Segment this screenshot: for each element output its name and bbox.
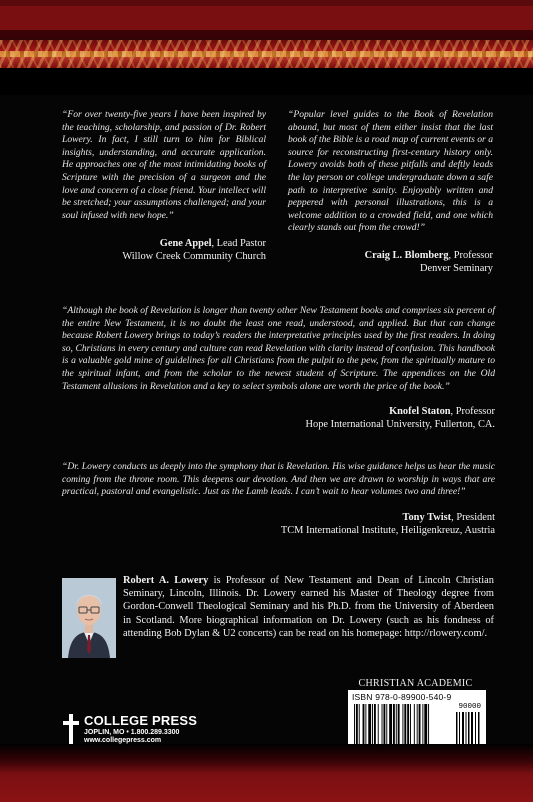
- endorser-organization: Denver Seminary: [420, 263, 493, 274]
- endorser-name: Knofel Staton: [389, 406, 451, 417]
- endorsement-quote-4: “Dr. Lowery conducts us deeply into the symphony that is Revelation. His wise guidance helps us hear the music coming from the throne room. This deepens our devotion. And then we are drawn to worship in ways that are practical, pastoral and evangelistic. Just as the Lamb leads. I can’t wait to hear volumes two and three!”: [62, 461, 495, 498]
- endorser-organization: Hope International University, Fullerton, CA.: [305, 419, 495, 430]
- cross-icon: [62, 714, 80, 744]
- author-photo: [62, 578, 116, 658]
- publisher-location: JOPLIN, MO • 1.800.289.3300: [84, 729, 180, 736]
- endorsement-quote-3: “Although the book of Revelation is longer than twenty other New Testament books and comprises six percent of the entire New Testament, it is no doubt the least one read, understood, and applied. But that can change because Robert Lowery brings to today’s readers the interpretative principles used by the first readers. In doing so, Christians in every century and culture can read Revelation with clarity instead of confusion. This handbook is a valuable gold mine of guidelines for all Christians from the pulpit to the pew, from the spiritually mature to the spiritual infant, and from the scholar to the newest student of Scripture. The appendices on the Old Testament allusions in Revelation and a key to select symbols alone are worth the price of the book.”: [62, 305, 495, 392]
- publisher-name: COLLEGE PRESS: [84, 713, 198, 728]
- endorsement-attribution-3: [62, 405, 495, 431]
- endorser-name: Tony Twist: [402, 512, 452, 523]
- endorser-title: , Professor: [450, 406, 495, 417]
- endorser-title: , Lead Pastor: [211, 238, 266, 249]
- endorser-name: Craig L. Blomberg: [364, 250, 449, 261]
- publisher-website: www.collegepress.com: [84, 737, 162, 744]
- endorser-title: , Professor: [448, 250, 493, 261]
- endorsement-quote-1: “For over twenty-five years I have been inspired by the teaching, scholarship, and passion of Dr. Robert Lowery. In fact, I still turn to him for Biblical insights, understanding, and accurate application. He approaches one of the most intimidating books of Scripture with the precision of a surgeon and the love and concern of a close friend. Your intellect will be stretched; your assumptions challenged; and your soul infused with new hope.”: [62, 109, 266, 221]
- decorative-ribbon: [0, 40, 533, 68]
- endorsement-attribution-2: [288, 249, 493, 275]
- category-label: CHRISTIAN ACADEMIC: [358, 678, 473, 689]
- author-name: Robert A. Lowery: [123, 575, 209, 586]
- author-bio-text: is Professor of New Testament and Dean of Lincoln Christian Seminary, Lincoln, Illinois. Dr. Lowery earned his Master of Theology degree from Gordon-Conwell Theological Seminary and his Ph.D. from the University of Aberdeen in Scotland. More biographical information on Dr. Lowery (such as his fondness of attending Bob Dylan & U2 concerts) can be read on his homepage: http://rlowery.com/.: [123, 575, 494, 639]
- endorsement-attribution-4: [62, 511, 495, 537]
- endorser-organization: Willow Creek Community Church: [122, 251, 266, 262]
- endorsement-attribution-1: [62, 237, 266, 263]
- bottom-decorative-band: [0, 744, 533, 802]
- author-bio: [123, 574, 494, 640]
- isbn-number: ISBN 978-0-89900-540-9: [352, 692, 452, 702]
- endorser-name: Gene Appel: [159, 238, 212, 249]
- price-addon: 90000: [458, 703, 481, 711]
- endorser-title: , President: [451, 512, 495, 523]
- endorsement-quote-2: “Popular level guides to the Book of Revelation abound, but most of them either insist that the last book of the Bible is a road map of current events or a source for reconstructing first-century history only. Lowery avoids both of these pitfalls and deftly leads the lay person or college undergraduate down a safe path to interpretive sanity. Enjoyably written and peppered with personal illustrations, this is a welcome addition to a crowded field, and one which clearly stands out from the crowd!”: [288, 109, 493, 234]
- endorser-organization: TCM International Institute, Heiligenkreuz, Austria: [280, 525, 495, 536]
